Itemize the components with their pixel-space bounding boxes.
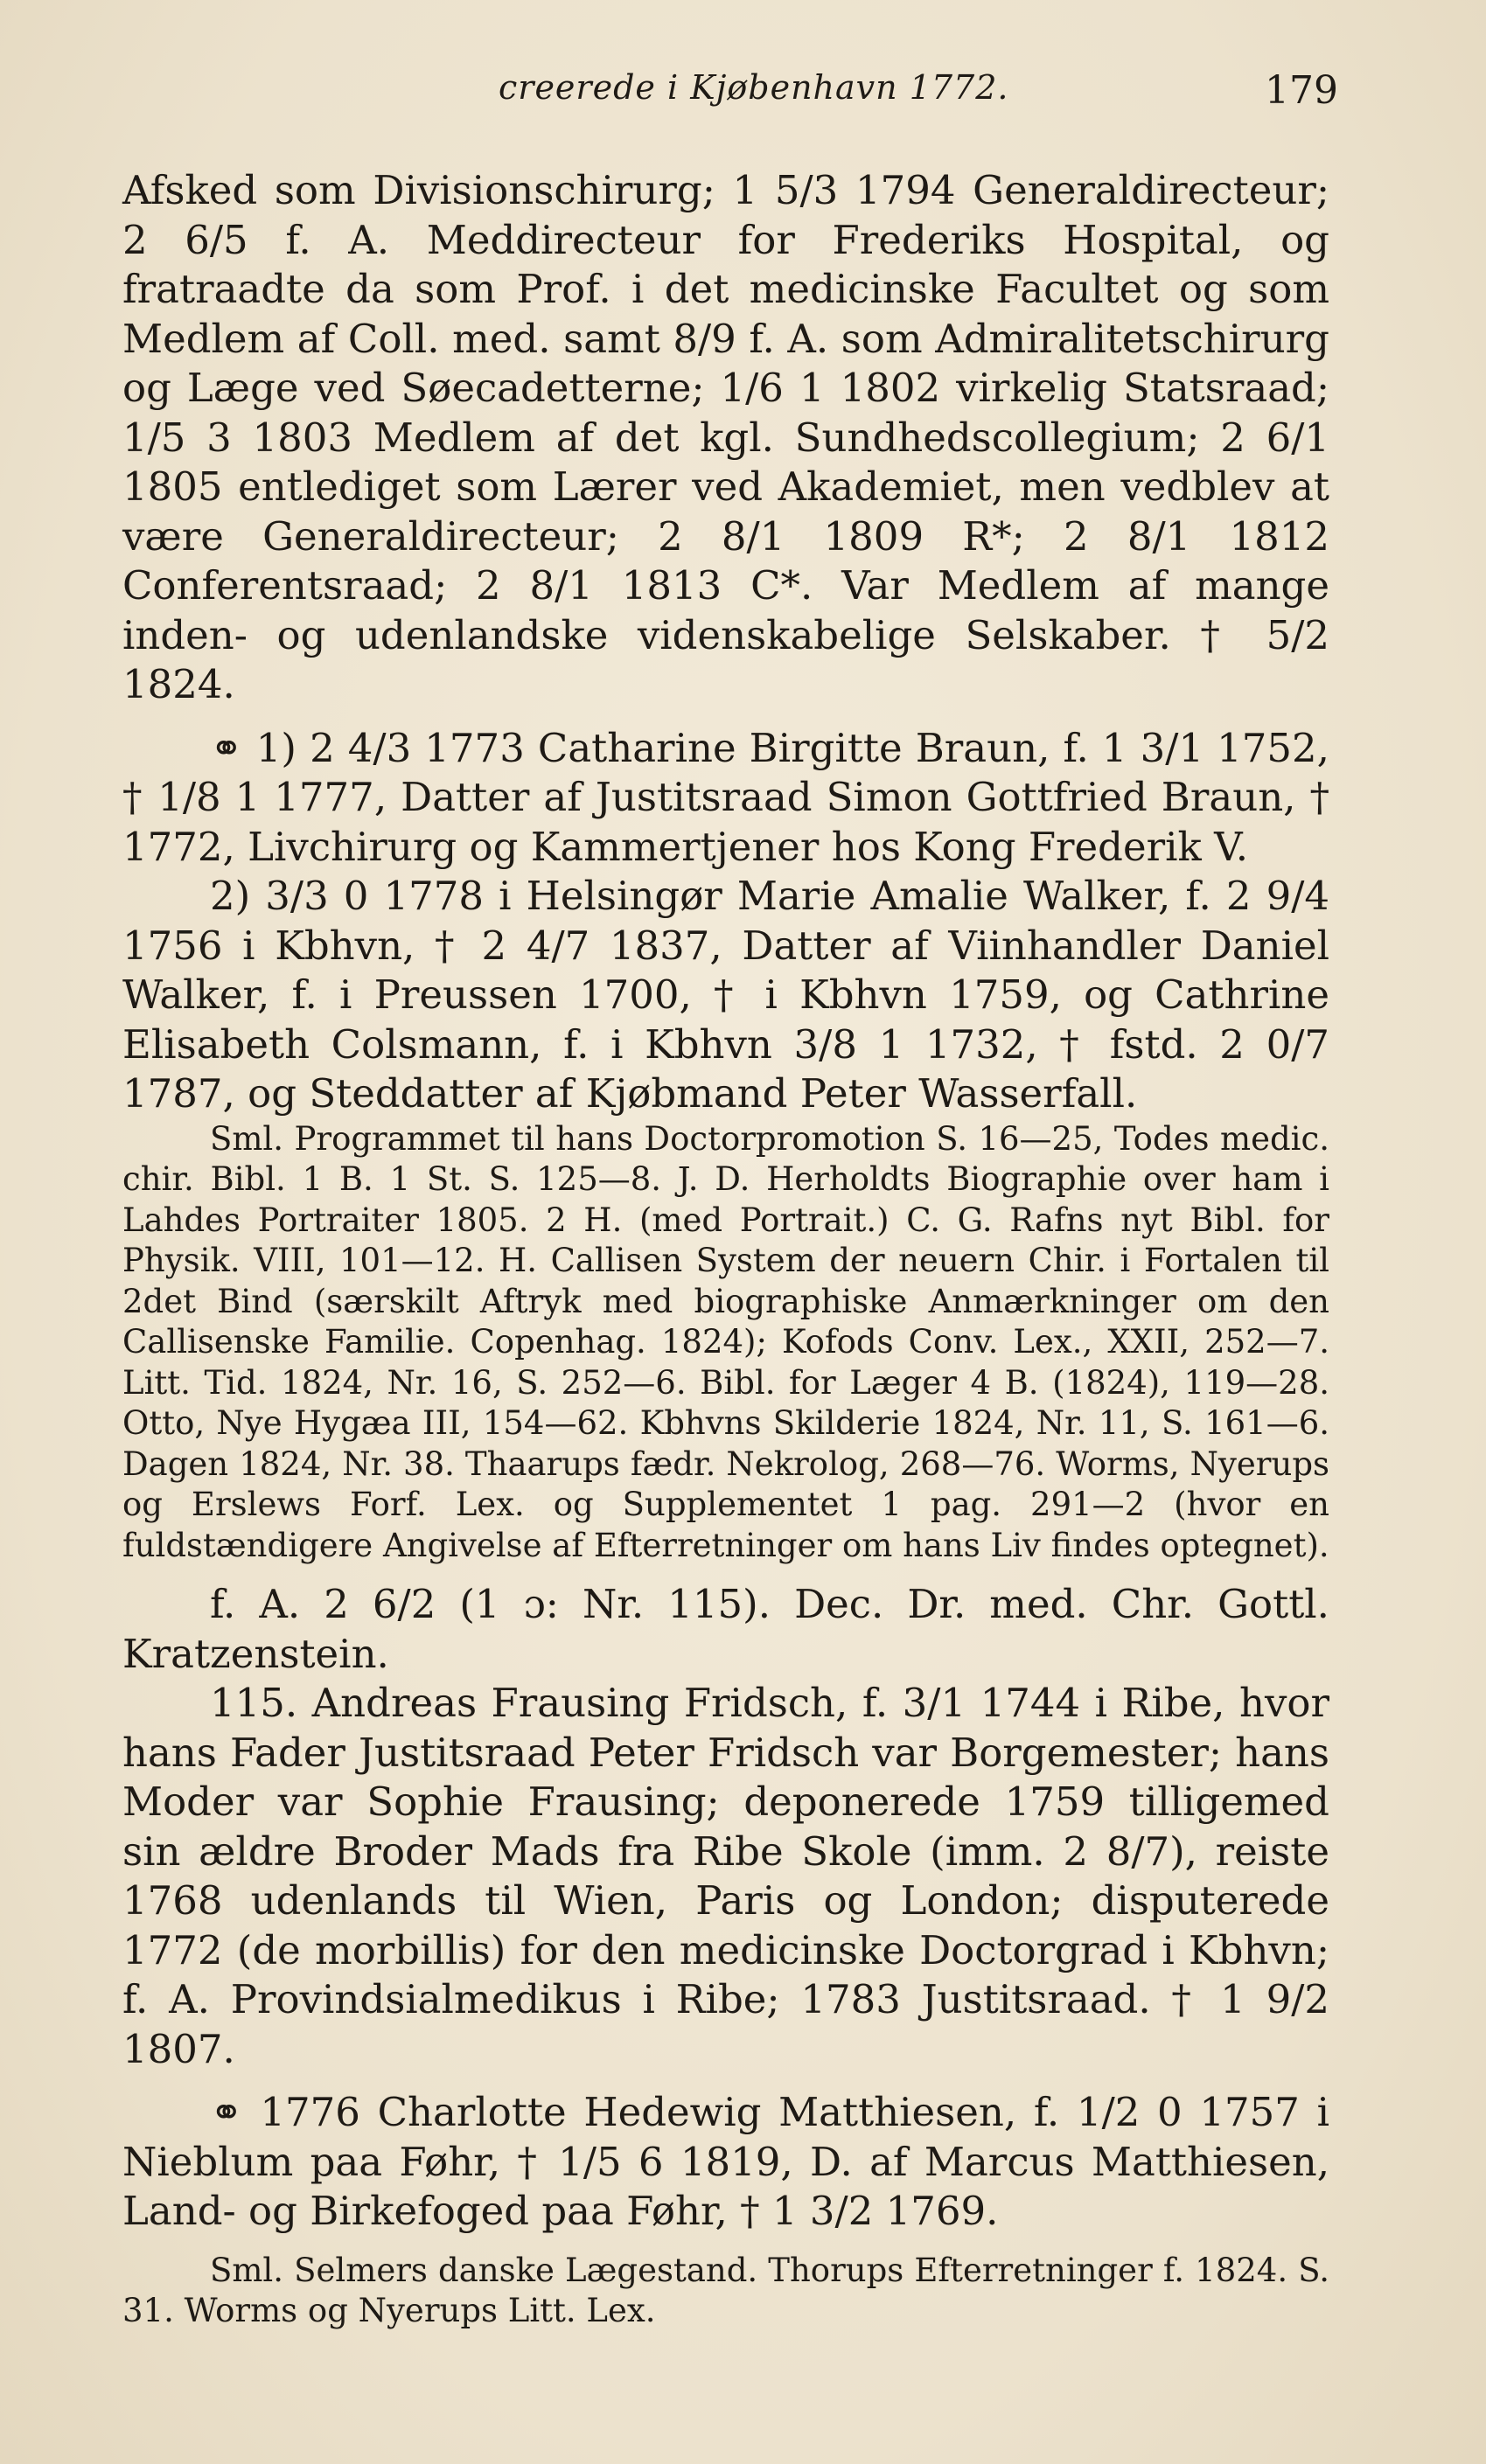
- page-header: [114, 68, 1338, 121]
- paragraph-references: Sml. Programmet til hans Doctorpromotion S. 16—25, Todes medic. chir. Bibl. 1 B. 1 St. S. 125—8. J. D. Herholdts Biographie over ham i Lahdes Portraiter 1805. 2 H. (med Portrait.) C. G. Rafns nyt Bibl. for Physik. VIII, 101—12. H. Callisen System der neuern Chir. i Fortalen til 2det Bind (særskilt Aftryk med biographiske Anmærkninger om den Callisenske Familie. Copenhag. 1824); Kofods Conv. Lex., XXII, 252—7. Litt. Tid. 1824, Nr. 16, S. 252—6. Bibl. for Læger 4 B. (1824), 119—28. Otto, Nye Hygæa III, 154—62. Kbhvns Skilderie 1824, Nr. 11, S. 161—6. Dagen 1824, Nr. 38. Thaarups fædr. Nekrolog, 268—76. Worms, Nyerups og Erslews Forf. Lex. og Supplementet 1 pag. 291—2 (hvor en fuldstændigere Angivelse af Efterretninger om hans Liv findes optegnet).: [122, 1119, 1329, 1564]
- paragraph-references-entry-115: Sml. Selmers danske Lægestand. Thorups Efterretninger f. 1824. S. 31. Worms og Nyerups Litt. Lex.: [122, 2251, 1329, 2329]
- paragraph-marriage-second: 2) 3/3 0 1778 i Helsingør Marie Amalie Walker, f. 2 9/4 1756 i Kbhvn, † 2 4/7 1837, Datter af Viinhandler Daniel Walker, f. i Preussen 1700, † i Kbhvn 1759, og Cathrine Elisabeth Colsmann, f. i Kbhvn 3/8 1 1732, † fstd. 2 0/7 1787, og Steddatter af Kjøbmand Peter Wasserfall.: [122, 873, 1329, 1117]
- paragraph-marriage-entry-115: ⚭ 1776 Charlotte Hedewig Matthiesen, f. 1/2 0 1757 i Nieblum paa Føhr, † 1/5 6 1819, D. af Marcus Matthiesen, Land- og Birkefoged paa Føhr, † 1 3/2 1769.: [122, 2089, 1329, 2234]
- paragraph-dean-note: f. A. 2 6/2 (1 ɔ: Nr. 115). Dec. Dr. med. Chr. Gottl. Kratzenstein.: [122, 1581, 1329, 1677]
- body-text: [122, 166, 1329, 2332]
- paragraph-marriage-first: ⚭ 1) 2 4/3 1773 Catharine Birgitte Braun, f. 1 3/1 1752, † 1/8 1 1777, Datter af Justitsraad Simon Gottfried Braun, † 1772, Livchirurg og Kammertjener hos Kong Frederik V.: [122, 724, 1329, 870]
- page-number: 179: [1265, 68, 1338, 113]
- paragraph-biography-continued: Afsked som Divisionschirurg; 1 5/3 1794 Generaldirecteur; 2 6/5 f. A. Meddirecteur for Frederiks Hospital, og fratraadte da som Prof. i det medicinske Facultet og som Medlem af Coll. med. samt 8/9 f. A. som Admiralitetschirurg og Læge ved Søecadetterne; 1/6 1 1802 virkelig Statsraad; 1/5 3 1803 Medlem af det kgl. Sundhedscollegium; 2 6/1 1805 entlediget som Lærer ved Akademiet, men vedblev at være Generaldirecteur; 2 8/1 1809 R*; 2 8/1 1812 Conferentsraad; 2 8/1 1813 C*. Var Medlem af mange inden- og udenlandske videnskabelige Selskaber. † 5/2 1824.: [122, 167, 1329, 707]
- paragraph-entry-115: 115. Andreas Frausing Fridsch, f. 3/1 1744 i Ribe, hvor hans Fader Justitsraad Peter Fridsch var Borgemester; hans Moder var Sophie Frausing; deponerede 1759 tilligemed sin ældre Broder Mads fra Ribe Skole (imm. 2 8/7), reiste 1768 udenlands til Wien, Paris og London; disputerede 1772 (de morbillis) for den medicinske Doctorgrad i Kbhvn; f. A. Provindsialmedikus i Ribe; 1783 Justitsraad. † 1 9/2 1807.: [122, 1680, 1329, 2072]
- running-title: creerede i Kjøbenhavn 1772.: [499, 68, 1009, 107]
